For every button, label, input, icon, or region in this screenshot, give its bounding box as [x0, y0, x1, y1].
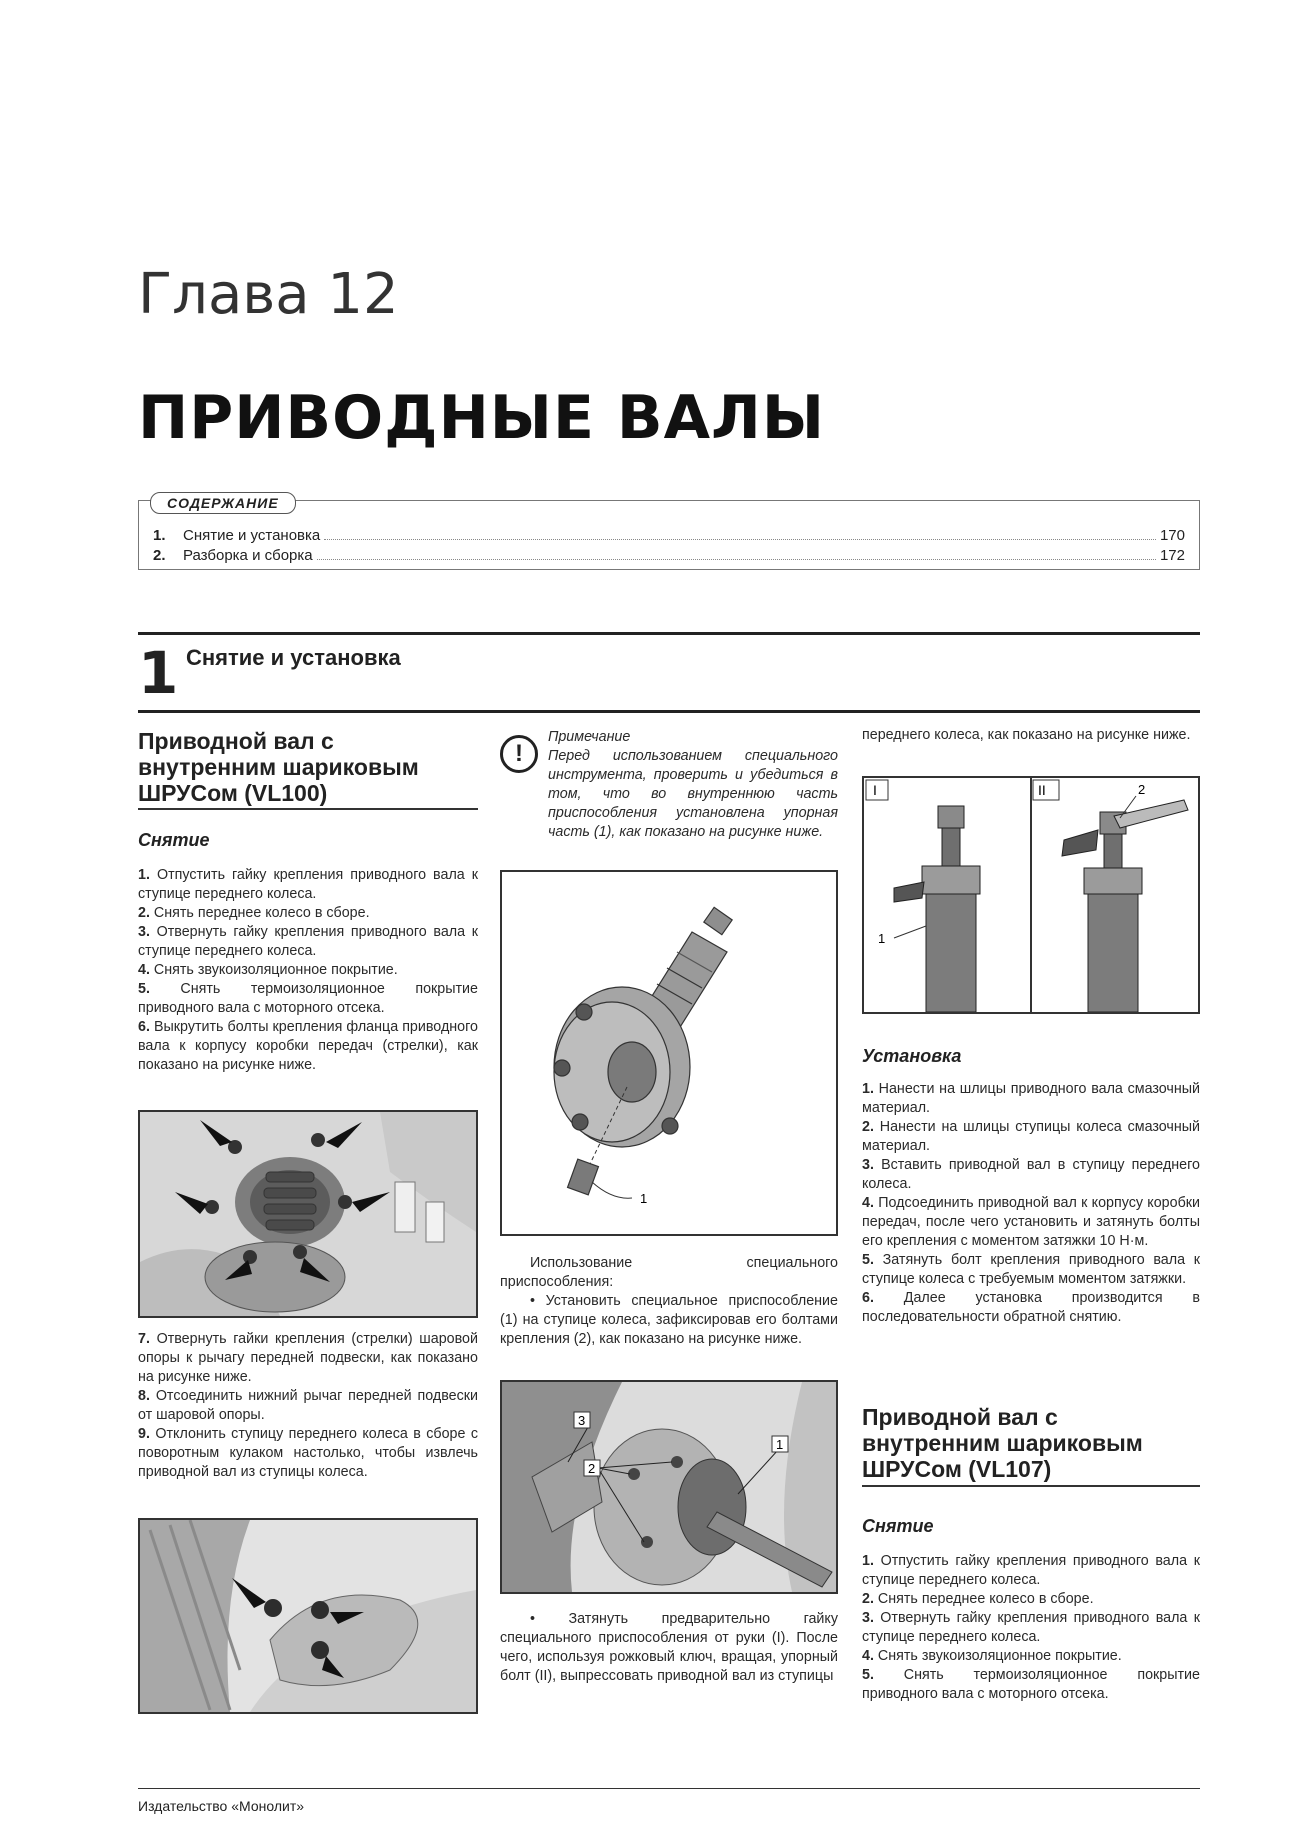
- flange-bolts-illustration: [140, 1112, 476, 1316]
- chapter-label: Глава 12: [138, 262, 399, 327]
- toc-item-page: 170: [1159, 527, 1185, 544]
- tool-usage-bullet: • Установить специальное приспособление (1) на ступице колеса, зафиксировав его болтами крепления (2), как показано на рисунке ниже.: [500, 1293, 838, 1347]
- step-item: 2. Снять переднее колесо в сборе.: [138, 905, 370, 921]
- step-item: 7. Отвернуть гайки крепления (стрелки) шаровой опоры к рычагу передней подвески, как показано на рисунке ниже.: [138, 1331, 478, 1385]
- step-item: 3. Отвернуть гайку крепления приводного вала к ступице переднего колеса.: [862, 1610, 1200, 1645]
- step-item: 2. Нанести на шлицы ступицы колеса смазочный материал.: [862, 1119, 1200, 1154]
- toc-leader: [317, 547, 1156, 560]
- toc-item-number: 2.: [153, 547, 166, 564]
- step-item: 8. Отсоединить нижний рычаг передней подвески от шаровой опоры.: [138, 1388, 478, 1423]
- step-item: 1. Отпустить гайку крепления приводного вала к ступице переднего колеса.: [862, 1553, 1200, 1588]
- removal-steps-a: [138, 866, 478, 1075]
- note-text: Перед использованием специального инструмента, проверить и убедиться в том, что во внутреннюю часть приспособления установлена упорная часть (1), как показано на рисунке ниже.: [548, 748, 838, 840]
- step-item: 1. Нанести на шлицы приводного вала смазочный материал.: [862, 1081, 1200, 1116]
- figure-ball-joint-nuts: [138, 1518, 478, 1714]
- removal-heading-vl107: Снятие: [862, 1516, 934, 1536]
- footer-publisher: Издательство «Монолит»: [138, 1798, 305, 1814]
- section-top-rule: [138, 632, 1200, 635]
- subsection-rule: [862, 1485, 1200, 1487]
- toc-item-page: 172: [1159, 547, 1185, 564]
- footer-rule: [138, 1788, 1200, 1789]
- figure-press-out: [862, 776, 1200, 1014]
- note-title: Примечание: [548, 729, 631, 745]
- panel-label-i: I: [873, 782, 877, 798]
- toc-leader: [324, 527, 1156, 540]
- tool-usage-para: Использование специального приспособления:: [500, 1255, 838, 1290]
- fig2-callout: 2: [588, 1461, 596, 1476]
- subsection-title-vl100: Приводной вал с внутренним шариковым ШРУСом (VL100): [138, 728, 419, 806]
- tool-tighten-bullet: • Затянуть предварительно гайку специального приспособления от руки (I). После чего, используя рожковый ключ, вращая, упорный болт (II), выпрессовать приводной вал из ступицы: [500, 1611, 838, 1684]
- section-title: Снятие и установка: [186, 645, 401, 670]
- toc-item-number: 1.: [153, 527, 166, 544]
- tool-on-hub-illustration: [502, 1382, 836, 1592]
- tool-usage-text: [500, 1254, 838, 1349]
- installation-heading: Установка: [862, 1046, 962, 1066]
- step-item: 2. Снять переднее колесо в сборе.: [862, 1591, 1094, 1607]
- removal-steps-vl107: [862, 1552, 1200, 1704]
- step-item: 4. Подсоединить приводной вал к корпусу коробки передач, после чего установить и затянуть болты его крепления с моментом затяжки 10 Н·м.: [862, 1195, 1200, 1249]
- warning-icon: !: [500, 735, 538, 773]
- step-item: 6. Далее установка производится в последовательности обратной снятию.: [862, 1290, 1200, 1325]
- subsection-title-vl107: Приводной вал с внутренним шариковым ШРУСом (VL107): [862, 1404, 1143, 1482]
- table-of-contents: [138, 500, 1200, 570]
- step-item: 6. Выкрутить болты крепления фланца приводного вала к корпусу коробки передач (стрелки), как показано на рисунке ниже.: [138, 1019, 478, 1073]
- step-item: 9. Отклонить ступицу переднего колеса в сборе с поворотным кулаком настолько, чтобы извлечь приводной вал из ступицы колеса.: [138, 1426, 478, 1480]
- special-tool-illustration: [502, 872, 836, 1234]
- toc-item-title: Разборка и сборка: [183, 547, 313, 564]
- tool-tighten-text: [500, 1610, 838, 1686]
- removal-steps-b: [138, 1330, 478, 1482]
- chapter-title: ПРИВОДНЫЕ ВАЛЫ: [138, 383, 826, 453]
- step-item: 5. Снять термоизоляционное покрытие приводного вала с моторного отсека.: [862, 1667, 1200, 1702]
- toc-heading: СОДЕРЖАНИЕ: [150, 492, 296, 514]
- fig2-callout: 1: [776, 1437, 784, 1452]
- toc-item[interactable]: [153, 547, 1185, 565]
- figure-tool-on-hub: [500, 1380, 838, 1594]
- fig3-callout: 1: [878, 931, 886, 946]
- step-item: 5. Затянуть болт крепления приводного вала к ступице колеса с требуемым моментом затяжки.: [862, 1252, 1200, 1287]
- panel-label-ii: II: [1038, 782, 1046, 798]
- continued-text: переднего колеса, как показано на рисунке ниже.: [862, 727, 1191, 743]
- step-item: 3. Отвернуть гайку крепления приводного вала к ступице переднего колеса.: [138, 924, 478, 959]
- toc-item-title: Снятие и установка: [183, 527, 321, 544]
- press-out-illustration: [864, 778, 1198, 1012]
- step-item: 4. Снять звукоизоляционное покрытие.: [138, 962, 398, 978]
- note-block: [548, 728, 838, 842]
- step-item: 1. Отпустить гайку крепления приводного вала к ступице переднего колеса.: [138, 867, 478, 902]
- ball-joint-illustration: [140, 1520, 476, 1712]
- removal-heading: Снятие: [138, 830, 210, 850]
- step-item: 4. Снять звукоизоляционное покрытие.: [862, 1648, 1122, 1664]
- fig3-callout: 2: [1138, 782, 1146, 797]
- figure-special-tool: [500, 870, 838, 1236]
- fig1-callout: 1: [640, 1191, 648, 1206]
- installation-steps: [862, 1080, 1200, 1327]
- fig2-callout: 3: [578, 1413, 586, 1428]
- figure-flange-bolts: [138, 1110, 478, 1318]
- section-bottom-rule: [138, 710, 1200, 713]
- subsection-rule: [138, 808, 478, 810]
- step-item: 3. Вставить приводной вал в ступицу переднего колеса.: [862, 1157, 1200, 1192]
- step-item: 5. Снять термоизоляционное покрытие приводного вала с моторного отсека.: [138, 981, 478, 1016]
- section-number: 1: [138, 639, 179, 707]
- toc-item[interactable]: [153, 527, 1185, 545]
